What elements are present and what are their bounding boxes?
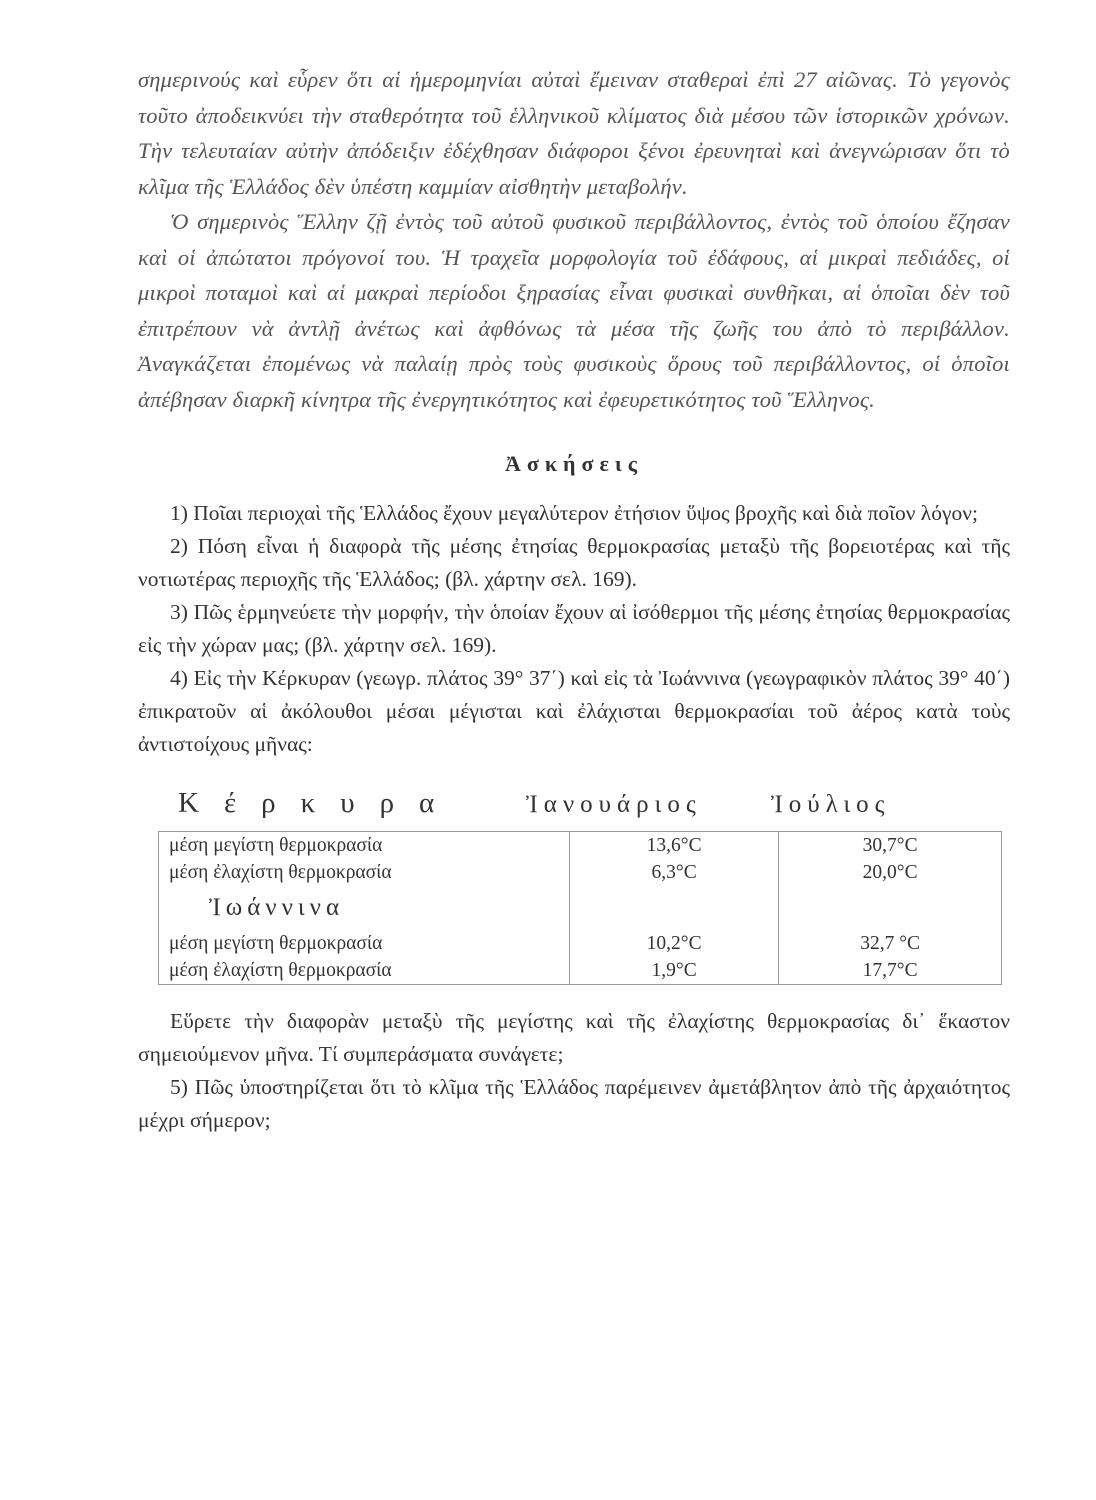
body-paragraph-2: Ὁ σημερινὸς Ἕλλην ζῇ ἐντὸς τοῦ αὐτοῦ φυσικοῦ περιβάλλοντος, ἐντὸς τοῦ ὁποίου ἔζησαν καὶ οἱ ἀπώτατοι πρόγονοί του. Ἡ τραχεῖα μορφολογία τοῦ ἐδάφους, αἱ μικραὶ πεδιάδες, οἱ μικροὶ ποταμοὶ καὶ αἱ μακραὶ περίοδοι ξηρασίας εἶναι φυσικαὶ συνθῆκαι, αἱ ὁποῖαι δὲν τοῦ ἐπιτρέπουν νὰ ἀντλῇ ἀνέτως καὶ ἀφθόνως τὰ μέσα τῆς ζωῆς του ἀπὸ τὸ περιβάλλον. Ἀναγκάζεται ἐπομένως νὰ παλαίῃ πρὸς τοὺς φυσικοὺς ὅρους τοῦ περιβάλλοντος, οἱ ὁποῖοι ἀπέβησαν διαρκῆ κίνητρα τῆς ἐνεργητικότητος καὶ ἐφευρετικότητος τοῦ Ἕλληνος.	[138, 209, 1010, 412]
book-page	[138, 62, 1010, 1137]
row-label: μέση ἐλαχίστη θερμοκρασία	[169, 861, 392, 883]
temperature-table	[158, 831, 1002, 985]
empty-cell	[779, 886, 1002, 930]
exercises-heading: Ἀσκήσεις	[504, 451, 644, 476]
jul-value: 17,7°C	[779, 957, 1002, 985]
table-row	[159, 886, 1002, 930]
row-label: μέση μεγίστη θερμοκρασία	[169, 834, 383, 856]
exercise-5: 5) Πῶς ὑποστηρίζεται ὅτι τὸ κλῖμα τῆς Ἑλλάδος παρέμεινεν ἀμετάβλητον ἀπὸ τῆς ἀρχαιότητος μέχρι σήμερον;	[138, 1075, 1010, 1132]
exercise-3: 3) Πῶς ἑρμηνεύετε τὴν μορφήν, τὴν ὁποίαν ἔχουν αἱ ἰσόθερμοι τῆς μέσης ἐτησίας θερμοκρασίας εἰς τὴν χώραν μας; (βλ. χάρτην σελ. 169).	[138, 600, 1010, 657]
row-label: μέση μεγίστη θερμοκρασία	[169, 932, 383, 954]
table-header	[138, 787, 1010, 831]
jan-value: 1,9°C	[570, 957, 779, 985]
exercise-2: 2) Πόση εἶναι ἡ διαφορὰ τῆς μέσης ἐτησίας θερμοκρασίας μεταξὺ τῆς βορειοτέρας καὶ τῆς νοτιωτέρας περιοχῆς τῆς Ἑλλάδος; (βλ. χάρτην σελ. 169).	[138, 534, 1010, 591]
exercise-1: 1) Ποῖαι περιοχαὶ τῆς Ἑλλάδος ἔχουν μεγαλύτερον ἐτήσιον ὕψος βροχῆς καὶ διὰ ποῖον λόγον;	[170, 501, 978, 525]
month-january-header: Ἰανουάριος	[526, 791, 702, 818]
empty-cell	[570, 886, 779, 930]
jul-value: 30,7°C	[779, 832, 1002, 860]
city-ioannina-title: Ἰωάννινα	[209, 894, 345, 921]
jan-value: 10,2°C	[570, 930, 779, 957]
after-table-text: Εὕρετε τὴν διαφορὰν μεταξὺ τῆς μεγίστης καὶ τῆς ἐλαχίστης θερμοκρασίας δι᾽ ἕκαστον σημειούμενον μῆνα. Τί συμπεράσματα συνάγετε;	[138, 1009, 1010, 1066]
jan-value: 6,3°C	[570, 859, 779, 886]
table-row	[159, 859, 1002, 886]
table-row	[159, 930, 1002, 957]
jul-value: 32,7 °C	[779, 930, 1002, 957]
body-paragraph-1: σημερινούς καὶ εὗρεν ὅτι αἱ ἡμερομηνίαι αὐταὶ ἔμειναν σταθεραὶ ἐπὶ 27 αἰῶνας. Τὸ γεγονὸς τοῦτο ἀποδεικνύει τὴν σταθερότητα τοῦ ἑλληνικοῦ κλίματος διὰ μέσου τῶν ἱστορικῶν χρόνων. Τὴν τελευταίαν αὐτὴν ἀπόδειξιν ἐδέχθησαν διάφοροι ξένοι ἐρευνηταὶ καὶ ἀνεγνώρισαν ὅτι τὸ κλῖμα τῆς Ἑλλάδος δὲν ὑπέστη καμμίαν αἰσθητὴν μεταβολήν.	[138, 67, 1010, 199]
exercise-4: 4) Εἰς τὴν Κέρκυραν (γεωγρ. πλάτος 39° 37΄) καὶ εἰς τὰ Ἰωάννινα (γεωγραφικὸν πλάτος 39° 40΄) ἐπικρατοῦν αἱ ἀκόλουθοι μέσαι μέγισται καὶ ἐλάχισται θερμοκρασίαι τοῦ ἀέρος κατὰ τοὺς ἀντιστοίχους μῆνας:	[138, 666, 1010, 756]
table-row	[159, 957, 1002, 985]
month-july-header: Ἰούλιος	[771, 791, 891, 818]
jul-value: 20,0°C	[779, 859, 1002, 886]
city-kerkyra-title: Κέρκυρα	[178, 787, 460, 819]
jan-value: 13,6°C	[570, 832, 779, 860]
table-row	[159, 832, 1002, 860]
row-label: μέση ἐλαχίστη θερμοκρασία	[169, 959, 392, 981]
